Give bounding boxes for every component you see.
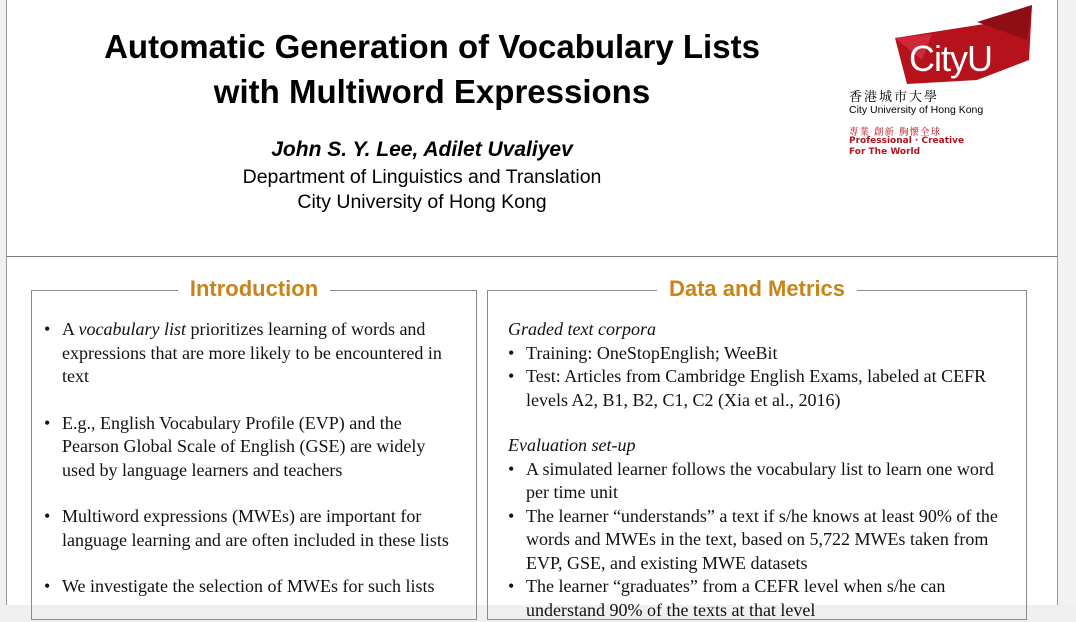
list-item: • E.g., English Vocabulary Profile (EVP) and the Pearson Global Scale of English (GSE) are widely used by language learners and teachers: [36, 412, 456, 483]
corpora-list: [508, 342, 1013, 413]
introduction-list: [36, 318, 456, 599]
list-item: • Training: OneStopEnglish; WeeBit: [508, 342, 1013, 366]
corpora-subheading: Graded text corpora: [508, 318, 1013, 342]
logo-motto-line-2: For The World: [849, 147, 920, 157]
logo-motto: [849, 136, 989, 158]
poster-title: [7, 24, 857, 114]
cityu-logo: [837, 0, 1062, 165]
university: City University of Hong Kong: [7, 191, 837, 214]
logo-english-name: City University of Hong Kong: [849, 104, 983, 116]
list-item: • Multiword expressions (MWEs) are important for language learning and are often included in these lists: [36, 505, 456, 552]
logo-chinese-name: 香港城市大學: [849, 86, 939, 105]
department: Department of Linguistics and Translation: [7, 166, 837, 189]
evaluation-subheading: Evaluation set-up: [508, 434, 1013, 458]
logo-motto-line-1: Professional · Creative: [849, 136, 964, 146]
list-item: • We investigate the selection of MWEs for such lists: [36, 575, 456, 599]
header-divider: [7, 256, 1057, 257]
evaluation-list: [508, 458, 1013, 622]
introduction-panel: [31, 290, 477, 620]
list-item: • A vocabulary list prioritizes learning of words and expressions that are more likely to be encountered in text: [36, 318, 456, 389]
poster: [6, 0, 1058, 605]
title-line-1: Automatic Generation of Vocabulary Lists: [104, 28, 760, 65]
data-metrics-heading: Data and Metrics: [488, 276, 1026, 302]
introduction-heading: Introduction: [32, 276, 476, 302]
data-metrics-panel: [487, 290, 1027, 620]
authors: John S. Y. Lee, Adilet Uvaliyev: [7, 138, 837, 162]
window-edge: [1058, 0, 1076, 605]
logo-chinese-motto: 專業 創新 胸懷全球: [849, 124, 941, 138]
logo-wordmark: CityU: [909, 38, 992, 80]
list-item: • The learner “graduates” from a CEFR level when s/he can understand 90% of the texts at that level: [508, 575, 1013, 622]
list-item: • The learner “understands” a text if s/he knows at least 90% of the words and MWEs in the text, based on 5,722 MWEs taken from EVP, GSE, and existing MWE datasets: [508, 505, 1013, 576]
term-emphasis: vocabulary list: [79, 319, 186, 339]
title-line-2: with Multiword Expressions: [214, 73, 650, 110]
list-item: • A simulated learner follows the vocabulary list to learn one word per time unit: [508, 458, 1013, 505]
list-item: • Test: Articles from Cambridge English Exams, labeled at CEFR levels A2, B1, B2, C1, C2 (Xia et al., 2016): [508, 365, 1013, 412]
